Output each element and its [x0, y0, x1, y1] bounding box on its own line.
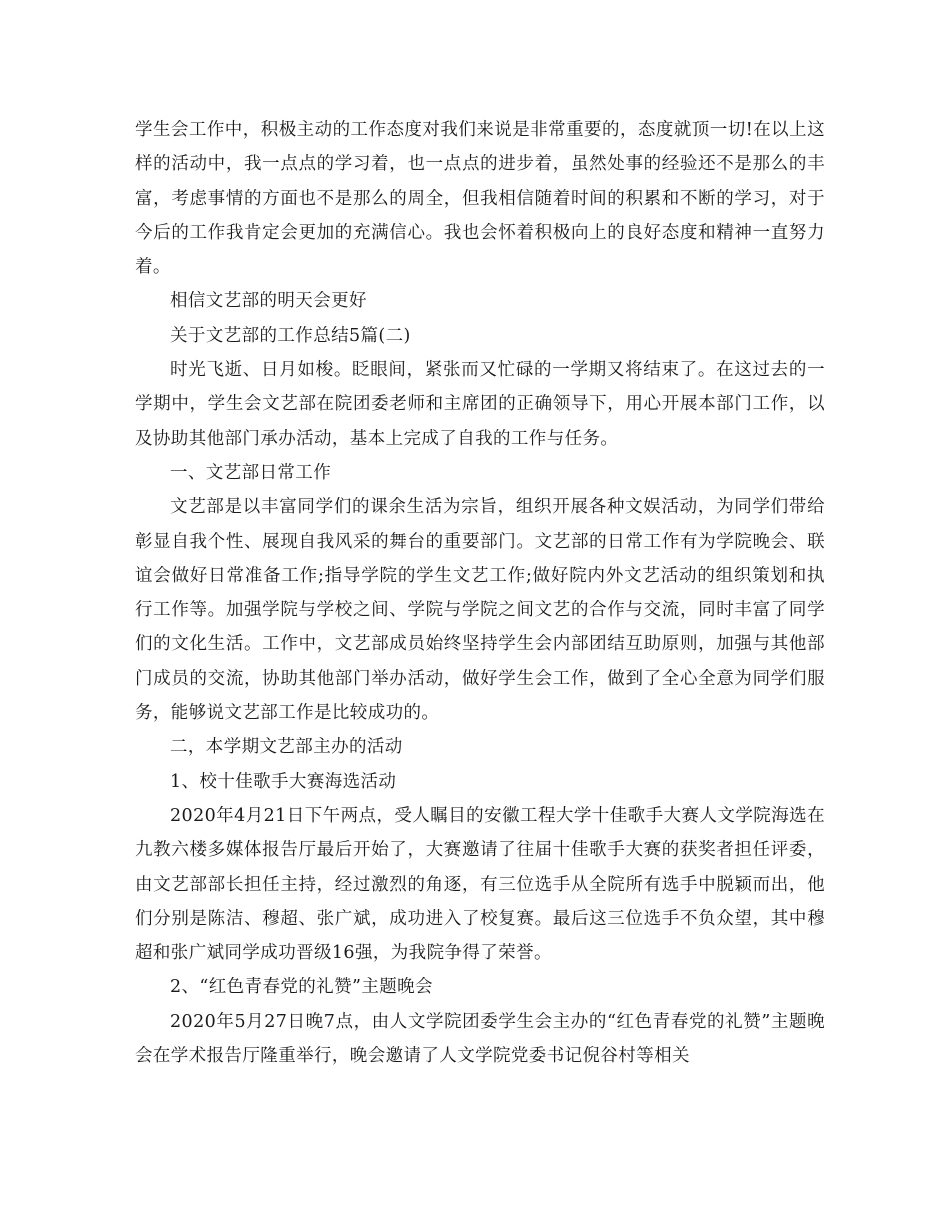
paragraph-daily-work: 文艺部是以丰富同学们的课余生活为宗旨，组织开展各种文娱活动，为同学们带给彰显自我个性、展现自我风采的舞台的重要部门。文艺部的日常工作有为学院晚会、联谊会做好日常准备工作;指导学院的学生文艺工作;做好院内外文艺活动的组织策划和执行工作等。加强学院与学校之间、学院与学院之间文艺的合作与交流，同时丰富了同学们的文化生活。工作中，文艺部成员始终坚持学生会内部团结互助原则，加强与其他部门成员的交流，协助其他部门举办活动，做好学生会工作，做到了全心全意为同学们服务，能够说文艺部工作是比较成功的。 — [135, 497, 825, 724]
paragraph-singer-contest: 2020年4月21日下午两点，受人瞩目的安徽工程大学十佳歌手大赛人文学院海选在九教六楼多媒体报告厅最后开始了，大赛邀请了往届十佳歌手大赛的获奖者担任评委，由文艺部部长担任主持，经过激烈的角逐，有三位选手从全院所有选手中脱颖而出，他们分别是陈洁、穆超、张广斌，成功进入了校复赛。最后这三位选手不负众望，其中穆超和张广斌同学成功晋级16强，为我院争得了荣誉。 — [135, 805, 825, 964]
heading-theme-gala: 2、“红色青春党的礼赞”主题晚会 — [170, 977, 433, 998]
paragraph-theme-gala: 2020年5月27日晚7点，由人文学院团委学生会主办的“红色青春党的礼赞”主题晚会在学术报告厅隆重举行，晚会邀请了人文学院党委书记倪谷村等相关 — [135, 1011, 825, 1067]
paragraph-intro: 时光飞逝、日月如梭。眨眼间，紧张而又忙碌的一学期又将结束了。在这过去的一学期中，学生会文艺部在院团委老师和主席团的正确领导下，用心开展本部门工作，以及协助其他部门承办活动，基本上完成了自我的工作与任务。 — [135, 360, 825, 449]
heading-daily-work: 一、文艺部日常工作 — [170, 462, 332, 483]
document-body — [135, 113, 825, 1073]
paragraph-2: 相信文艺部的明天会更好 — [170, 291, 367, 312]
section-title: 关于文艺部的工作总结5篇(二) — [170, 325, 411, 346]
paragraph-1: 学生会工作中，积极主动的工作态度对我们来说是非常重要的，态度就顶一切!在以上这样的活动中，我一点点的学习着，也一点点的进步着，虽然处事的经验还不是那么的丰富，考虑事情的方面也不是那么的周全，但我相信随着时间的积累和不断的学习，对于今后的工作我肯定会更加的充满信心。我也会怀着积极向上的良好态度和精神一直努力着。 — [135, 120, 825, 278]
heading-activities: 二，本学期文艺部主办的活动 — [170, 737, 403, 758]
heading-singer-contest: 1、校十佳歌手大赛海选活动 — [170, 771, 397, 792]
